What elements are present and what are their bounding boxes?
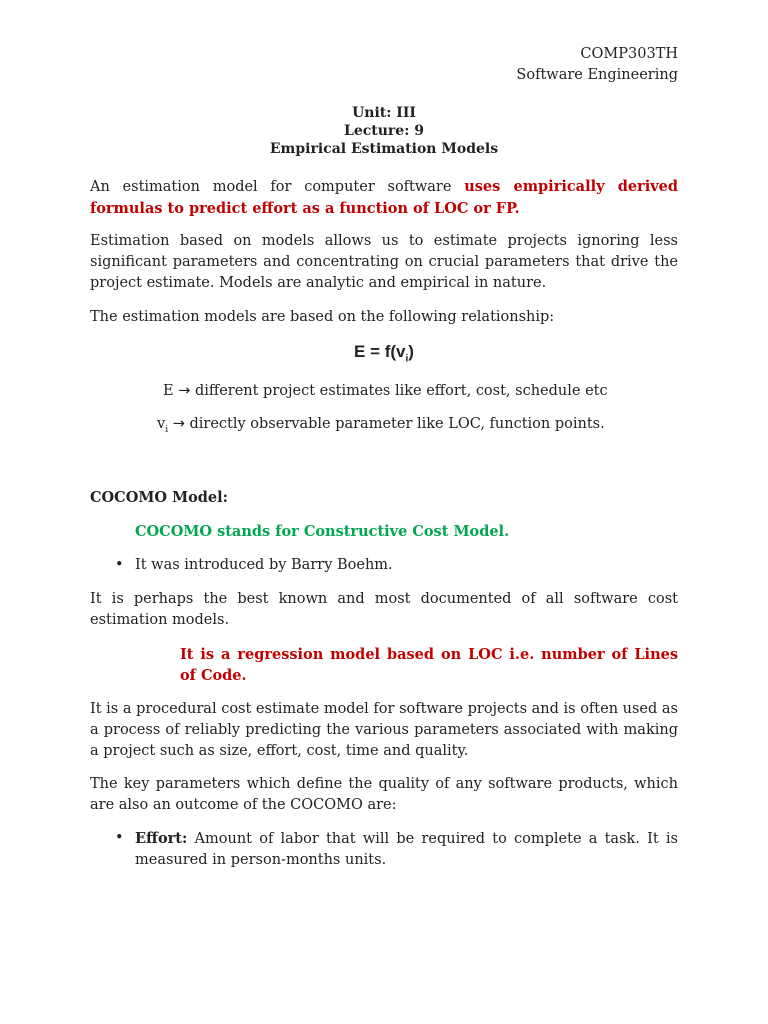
equation-rhs: ) <box>408 342 414 361</box>
equation-subscript: i <box>405 353 409 365</box>
course-code: COMP303TH <box>580 46 678 62</box>
e-definition: different project estimates like effort, cost, schedule etc <box>194 383 608 400</box>
bullet-icon: • <box>115 830 124 847</box>
lecture-titles <box>0 104 768 158</box>
v-subscript: i <box>165 425 169 436</box>
procedural-paragraph: It is a procedural cost estimate model for software projects and is often used as a process of reliably predicting the various parameters associated with making a project such as size, effort, cost, time and quality. <box>90 701 678 760</box>
best-known-paragraph: It is perhaps the best known and most documented of all software cost estimation models. <box>90 591 678 629</box>
models-paragraph: Estimation based on models allows us to estimate projects ignoring less significant parameters and concentrating on crucial parameters that drive the project estimate. Models are analytic and empirical in nature. <box>90 233 678 291</box>
intro-highlight: uses empirically derived formulas to predict effort as a function of LOC or FP. <box>90 178 678 217</box>
effort-text: Amount of labor that will be required to complete a task. It is measured in person-months units. <box>135 831 678 869</box>
relationship-paragraph: The estimation models are based on the following relationship: <box>90 309 555 325</box>
regression-statement: It is a regression model based on LOC i.e. number of Lines of Code. <box>180 646 678 685</box>
estimation-equation <box>90 340 678 371</box>
topic-title: Empirical Estimation Models <box>269 141 499 157</box>
intro-text: An estimation model for computer software <box>90 179 465 195</box>
unit-title: Unit: III <box>352 105 416 121</box>
arrow-icon: → <box>172 416 185 433</box>
e-symbol: E <box>163 383 174 400</box>
bullet-introduced-text: It was introduced by Barry Boehm. <box>135 557 393 574</box>
key-parameters-paragraph: The key parameters which define the quality of any software products, which are also an outcome of the COCOMO are: <box>90 776 678 814</box>
definition-e <box>90 381 678 402</box>
cocomo-stands-for: COCOMO stands for Constructive Cost Model. <box>135 523 510 541</box>
document-body <box>90 176 678 871</box>
course-header <box>516 44 678 86</box>
intro-paragraph <box>90 176 678 220</box>
cocomo-heading: COCOMO Model: <box>90 489 229 507</box>
lecture-title: Lecture: 9 <box>344 123 424 139</box>
equation-lhs: E = f(v <box>354 342 406 361</box>
v-definition: directly observable parameter like LOC, function points. <box>189 416 605 433</box>
bullet-effort <box>90 828 678 871</box>
definition-v <box>90 414 678 441</box>
course-name: Software Engineering <box>516 67 678 83</box>
bullet-icon: • <box>115 557 124 574</box>
v-symbol: v <box>157 416 166 433</box>
arrow-icon: → <box>178 383 191 400</box>
bullet-introduced <box>90 555 678 576</box>
effort-item <box>135 828 678 871</box>
effort-label: Effort: <box>135 830 188 848</box>
